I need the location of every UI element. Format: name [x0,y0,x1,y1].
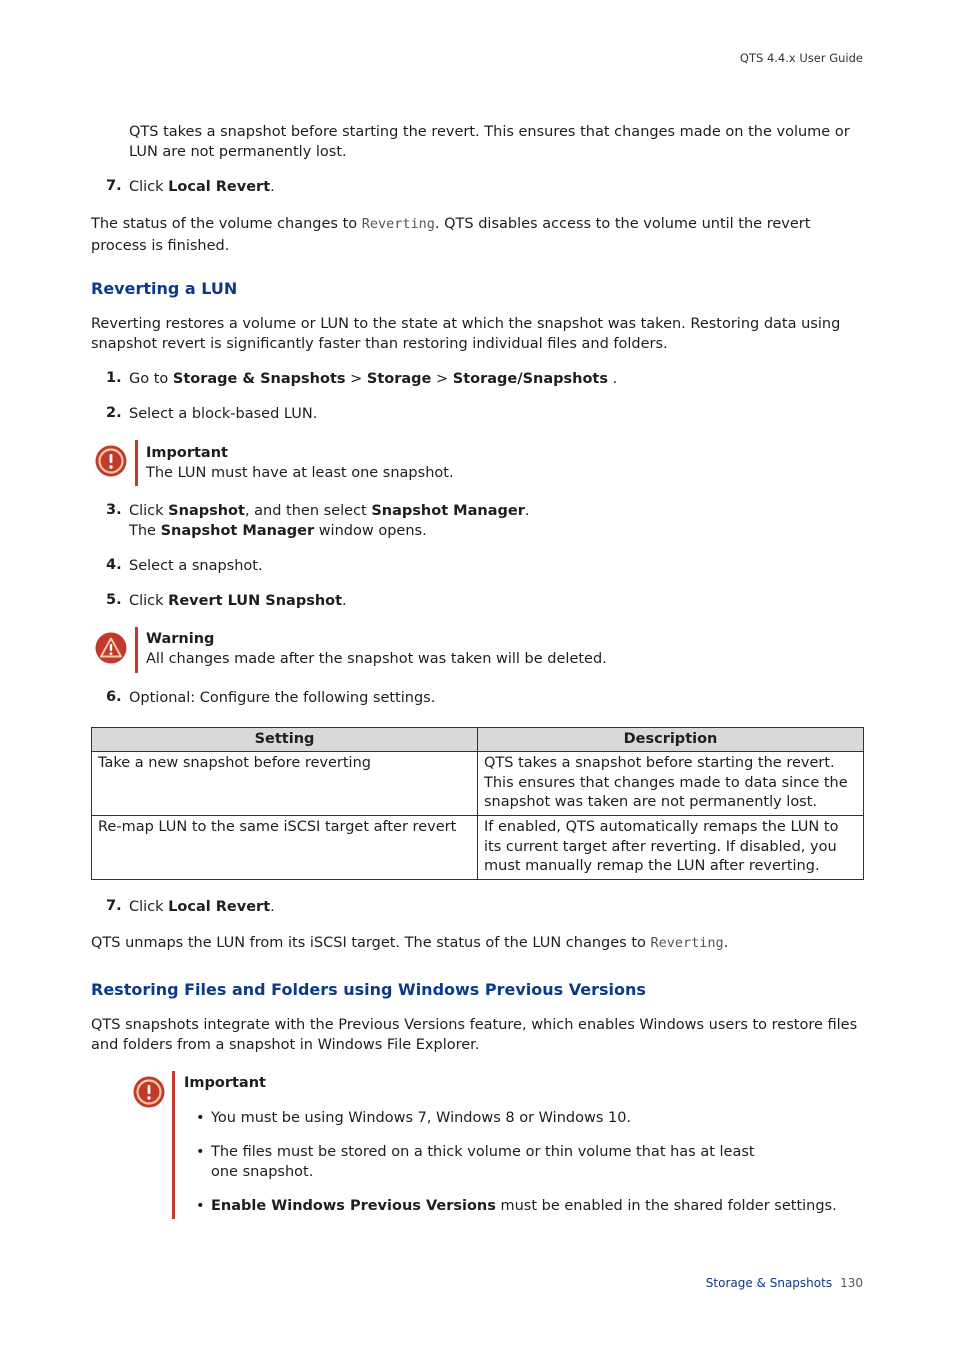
step-bold: Snapshot Manager [371,503,525,519]
step-7-lun [106,898,866,918]
table-cell-description: QTS takes a snapshot before starting the revert. This ensures that changes made to data since the snapshot was taken are not permanently lost. [478,752,864,816]
note-accent-bar [135,627,138,673]
note-text: The LUN must have at least one snapshot. [146,464,454,481]
step-text: Select a block-based LUN. [129,406,318,422]
section-heading-reverting-lun: Reverting a LUN [91,279,238,298]
volume-status-paragraph [91,213,866,257]
page-number: 130 [840,1276,863,1290]
section-intro: Reverting restores a volume or LUN to the state at which the snapshot was taken. Restoring data using snapshot revert is significantly faster than restoring individual files and folders. [91,316,841,352]
step-3 [106,502,866,541]
note-accent-bar [135,440,138,486]
step-bold: Snapshot [168,503,245,519]
path-separator: > [345,371,367,387]
list-item: • The files must be stored on a thick volume or thin volume that has at least one snapshot. [184,1143,864,1182]
step-7-volume [106,178,866,198]
step-bold: Revert LUN Snapshot [168,593,343,609]
status-text: The status of the volume changes to [91,216,362,232]
step-text: . [270,899,275,915]
step-text: Go to [129,371,173,387]
table-row [92,816,864,880]
step-text: The [129,522,161,539]
revert-note: QTS takes a snapshot before starting the revert. This ensures that changes made on the volume or LUN are not permanently lost. [129,124,850,160]
path-separator: > [431,371,453,387]
step-text: Click [129,503,169,519]
column-header-description: Description [478,728,864,752]
section-intro: QTS snapshots integrate with the Previous Versions feature, which enables Windows users to restore files and folders from a snapshot in Windows File Explorer. [91,1017,858,1053]
step-2 [106,405,866,425]
warning-note [95,627,865,673]
step-number: 7. [106,178,122,194]
important-icon [95,445,127,477]
step-number: 4. [106,557,122,573]
step-number: 2. [106,405,122,421]
lun-status-paragraph [91,932,866,954]
table-header-row [92,728,864,752]
step-text: Click [129,899,169,915]
step-text: . [342,593,347,609]
status-text: . [723,935,729,951]
requirements-list [184,1109,864,1217]
step-text: window opens. [314,522,427,539]
step-number: 6. [106,689,122,705]
step-text: Optional: Configure the following settings. [129,690,436,706]
list-item-text: must be enabled in the shared folder settings. [495,1198,837,1214]
step-text: Click [129,179,169,195]
menu-path-storage-snapshots: Storage & Snapshots [172,371,346,387]
step-1 [106,370,866,390]
note-text: All changes made after the snapshot was taken will be deleted. [146,650,607,667]
menu-path-storage-snapshots-page: Storage/Snapshots [452,371,608,387]
important-note-windows [133,1071,866,1219]
status-text: QTS unmaps the LUN from its iSCSI target. The status of the LUN changes to [91,935,651,951]
step-bold: Snapshot Manager [160,522,315,539]
setting-name: Enable Windows Previous Versions [211,1198,496,1214]
table-cell-setting: Re-map LUN to the same iSCSI target after revert [92,816,478,880]
step-text: . [607,371,618,387]
list-item [184,1197,864,1217]
important-icon [133,1076,165,1108]
table-row [92,752,864,816]
step-text: , and then select [244,503,372,519]
column-header-setting: Setting [92,728,478,752]
status-text: . QTS disables access to the volume until the revert process is finished. [91,216,811,254]
step-6 [106,689,866,709]
step-text: Click [129,593,169,609]
page-footer [706,1276,863,1290]
note-title: Important [146,445,228,461]
step-number: 1. [106,370,122,386]
step-4 [106,557,866,577]
section-heading-previous-versions: Restoring Files and Folders using Windows Previous Versions [91,980,646,999]
step-5 [106,592,866,612]
step-bold: Local Revert [168,179,271,195]
footer-section-title: Storage & Snapshots [705,1276,833,1290]
step-text: . [270,179,275,195]
settings-table [91,727,864,880]
document-header: QTS 4.4.x User Guide [739,51,863,65]
table-cell-description: If enabled, QTS automatically remaps the LUN to its current target after reverting. If disabled, you must manually remap the LUN after reverting. [478,816,864,880]
step-text: Select a snapshot. [129,558,263,574]
note-accent-bar [172,1071,175,1219]
list-item: • You must be using Windows 7, Windows 8 or Windows 10. [184,1109,864,1129]
status-code: Reverting [361,216,435,232]
menu-path-storage: Storage [366,371,432,387]
step-number: 5. [106,592,122,608]
important-note [95,440,865,486]
step-text: . [524,503,530,519]
step-bold: Local Revert [168,899,271,915]
table-cell-setting: Take a new snapshot before reverting [92,752,478,816]
status-code: Reverting [650,935,724,951]
warning-icon [95,632,127,664]
step-number: 3. [106,502,122,518]
note-title: Warning [146,631,215,647]
step-number: 7. [106,898,122,914]
note-title: Important [184,1075,266,1091]
